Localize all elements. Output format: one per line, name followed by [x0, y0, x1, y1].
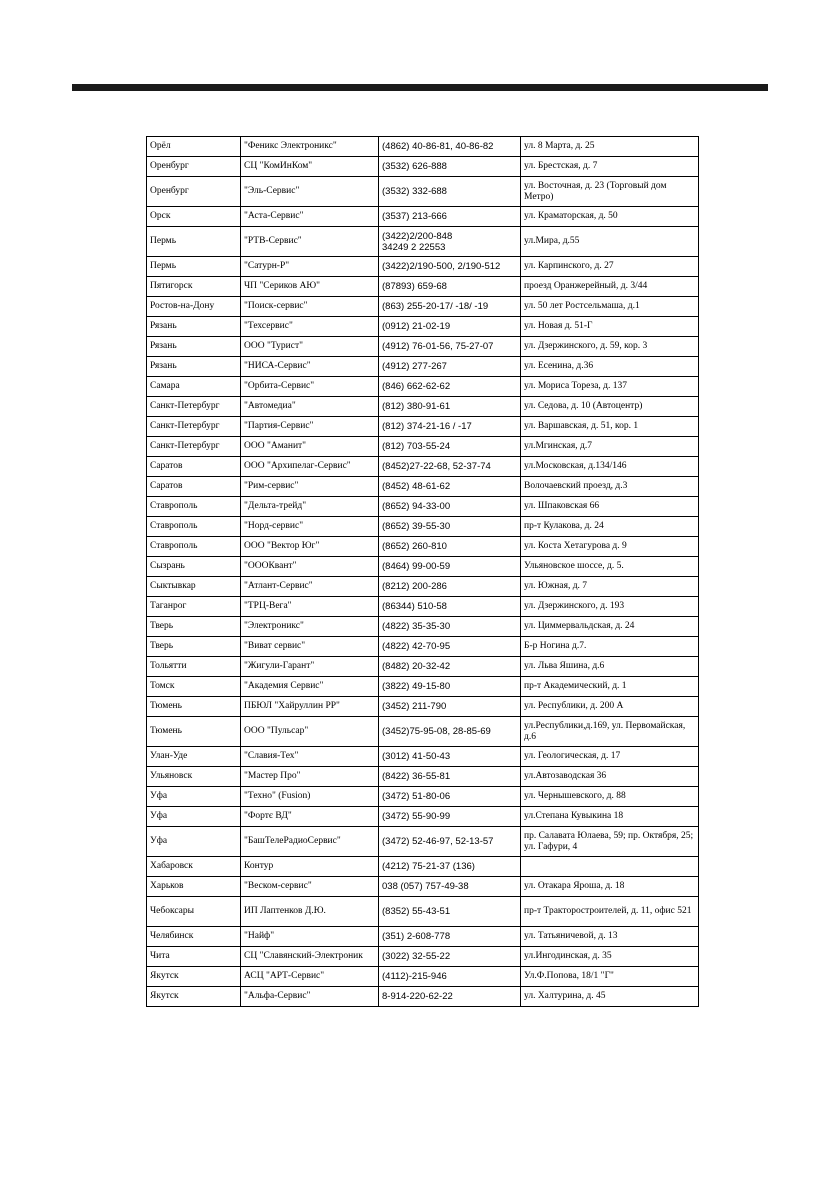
address-cell: ул. Мориса Тореза, д. 137: [521, 377, 699, 397]
table-row: [147, 517, 699, 537]
table-row: [147, 947, 699, 967]
address-cell: пр-т Кулакова, д. 24: [521, 517, 699, 537]
company-cell: "Альфа-Сервис": [241, 987, 379, 1007]
company-cell: ООО "Аманит": [241, 437, 379, 457]
company-cell: ООО "Архипелаг-Сервис": [241, 457, 379, 477]
company-cell: "Фортє ВД": [241, 807, 379, 827]
company-cell: "Жигули-Гарант": [241, 657, 379, 677]
table-row: [147, 857, 699, 877]
company-cell: "Орбита-Сервис": [241, 377, 379, 397]
table-row: [147, 577, 699, 597]
city-cell: Саратов: [147, 477, 241, 497]
address-cell: пр-т Академический, д. 1: [521, 677, 699, 697]
address-cell: ул.Мгинская, д.7: [521, 437, 699, 457]
phone-cell: (3422)2/200-848 34249 2 22553: [379, 227, 521, 257]
city-cell: Рязань: [147, 317, 241, 337]
address-cell: ул.Степана Кувыкина 18: [521, 807, 699, 827]
city-cell: Хабаровск: [147, 857, 241, 877]
phone-cell: (812) 703-55-24: [379, 437, 521, 457]
city-cell: Ставрополь: [147, 497, 241, 517]
address-cell: ул. Республики, д. 200 А: [521, 697, 699, 717]
company-cell: "НИСА-Сервис": [241, 357, 379, 377]
phone-cell: (4862) 40-86-81, 40-86-82: [379, 137, 521, 157]
city-cell: Челябинск: [147, 927, 241, 947]
address-cell: ул. 50 лет Ростсельмаша, д.1: [521, 297, 699, 317]
company-cell: "Норд-сервис": [241, 517, 379, 537]
city-cell: Чита: [147, 947, 241, 967]
city-cell: Якутск: [147, 987, 241, 1007]
phone-cell: (4112)-215-946: [379, 967, 521, 987]
phone-cell: (4912) 277-267: [379, 357, 521, 377]
company-cell: "Партия-Сервис": [241, 417, 379, 437]
table-row: [147, 477, 699, 497]
city-cell: Рязань: [147, 357, 241, 377]
table-row: [147, 557, 699, 577]
address-cell: пр-т Тракторостроителей, д. 11, офис 521: [521, 897, 699, 927]
company-cell: "Техсервис": [241, 317, 379, 337]
table-row: [147, 227, 699, 257]
address-cell: ул. Геологическая, д. 17: [521, 747, 699, 767]
address-cell: ул. Льва Яшина, д.6: [521, 657, 699, 677]
table-row: [147, 617, 699, 637]
company-cell: "Эль-Сервис": [241, 177, 379, 207]
address-cell: ул.Мира, д.55: [521, 227, 699, 257]
phone-cell: 8-914-220-62-22: [379, 987, 521, 1007]
address-cell: проезд Оранжерейный, д. 3/44: [521, 277, 699, 297]
company-cell: "Дельта-трейд": [241, 497, 379, 517]
address-cell: ул. Карпинского, д. 27: [521, 257, 699, 277]
table-row: [147, 297, 699, 317]
company-cell: ПБЮЛ "Хайруллин РР": [241, 697, 379, 717]
address-cell: ул.Ингодинская, д. 35: [521, 947, 699, 967]
company-cell: "Славия-Тех": [241, 747, 379, 767]
address-cell: ул. 8 Марта, д. 25: [521, 137, 699, 157]
company-cell: "Электроникс": [241, 617, 379, 637]
city-cell: Оренбург: [147, 177, 241, 207]
table-row: [147, 697, 699, 717]
phone-cell: (8482) 20-32-42: [379, 657, 521, 677]
address-cell: ул. Коста Хетагурова д. 9: [521, 537, 699, 557]
table-row: [147, 967, 699, 987]
company-cell: Контур: [241, 857, 379, 877]
address-cell: ул. Шпаковская 66: [521, 497, 699, 517]
phone-cell: (812) 380-91-61: [379, 397, 521, 417]
table-row: [147, 417, 699, 437]
table-row: [147, 157, 699, 177]
phone-cell: (3012) 41-50-43: [379, 747, 521, 767]
company-cell: "Сатурн-Р": [241, 257, 379, 277]
city-cell: Рязань: [147, 337, 241, 357]
city-cell: Тверь: [147, 637, 241, 657]
company-cell: ООО "Турист": [241, 337, 379, 357]
address-cell: ул. Дзержинского, д. 193: [521, 597, 699, 617]
phone-cell: (3472) 51-80-06: [379, 787, 521, 807]
city-cell: Ставрополь: [147, 517, 241, 537]
phone-cell: (4822) 42-70-95: [379, 637, 521, 657]
phone-cell: (351) 2-608-778: [379, 927, 521, 947]
phone-cell: (846) 662-62-62: [379, 377, 521, 397]
phone-cell: (87893) 659-68: [379, 277, 521, 297]
address-cell: ул.Московская, д.134/146: [521, 457, 699, 477]
phone-cell: (3532) 626-888: [379, 157, 521, 177]
phone-cell: (0912) 21-02-19: [379, 317, 521, 337]
table-row: [147, 317, 699, 337]
company-cell: "Феникс Электроникс": [241, 137, 379, 157]
city-cell: Санкт-Петербург: [147, 417, 241, 437]
city-cell: Пятигорск: [147, 277, 241, 297]
table-row: [147, 897, 699, 927]
phone-cell: (8422) 36-55-81: [379, 767, 521, 787]
phone-cell: (3537) 213-666: [379, 207, 521, 227]
phone-cell: (812) 374-21-16 / -17: [379, 417, 521, 437]
address-cell: Б-р Ногина д.7.: [521, 637, 699, 657]
phone-cell: (8452) 48-61-62: [379, 477, 521, 497]
address-cell: пр. Салавата Юлаева, 59; пр. Октября, 25; ул. Гафури, 4: [521, 827, 699, 857]
company-cell: АСЦ "АРТ-Сервис": [241, 967, 379, 987]
address-cell: ул.Автозаводская 36: [521, 767, 699, 787]
table-row: [147, 537, 699, 557]
company-cell: "РТВ-Сервис": [241, 227, 379, 257]
address-cell: ул. Чернышевского, д. 88: [521, 787, 699, 807]
phone-cell: (3822) 49-15-80: [379, 677, 521, 697]
phone-cell: (8352) 55-43-51: [379, 897, 521, 927]
company-cell: "Аста-Сервис": [241, 207, 379, 227]
city-cell: Орёл: [147, 137, 241, 157]
city-cell: Харьков: [147, 877, 241, 897]
address-cell: Ул.Ф.Попова, 18/1 "Г": [521, 967, 699, 987]
phone-cell: (8652) 260-810: [379, 537, 521, 557]
table-row: [147, 637, 699, 657]
company-cell: "Академия Сервис": [241, 677, 379, 697]
city-cell: Пермь: [147, 227, 241, 257]
table-row: [147, 597, 699, 617]
city-cell: Санкт-Петербург: [147, 397, 241, 417]
company-cell: "ОООКвант": [241, 557, 379, 577]
table-row: [147, 337, 699, 357]
company-cell: ИП Лаптенков Д.Ю.: [241, 897, 379, 927]
address-cell: ул. Южная, д. 7: [521, 577, 699, 597]
table-row: [147, 277, 699, 297]
city-cell: Оренбург: [147, 157, 241, 177]
company-cell: "БашТелеРадиоСервис": [241, 827, 379, 857]
table-row: [147, 767, 699, 787]
address-cell: ул. Новая д. 51-Г: [521, 317, 699, 337]
phone-cell: (8464) 99-00-59: [379, 557, 521, 577]
address-cell: ул. Варшавская, д. 51, кор. 1: [521, 417, 699, 437]
table-row: [147, 657, 699, 677]
city-cell: Тольятти: [147, 657, 241, 677]
phone-cell: (8212) 200-286: [379, 577, 521, 597]
city-cell: Уфа: [147, 807, 241, 827]
company-cell: "Веском-сервис": [241, 877, 379, 897]
service-centers-table: [146, 136, 699, 1007]
address-cell: ул. Краматорская, д. 50: [521, 207, 699, 227]
table-row: [147, 377, 699, 397]
city-cell: Самара: [147, 377, 241, 397]
city-cell: Пермь: [147, 257, 241, 277]
phone-cell: (3452) 211-790: [379, 697, 521, 717]
address-cell: ул. Есенина, д.36: [521, 357, 699, 377]
address-cell: ул. Седова, д. 10 (Автоцентр): [521, 397, 699, 417]
phone-cell: (863) 255-20-17/ -18/ -19: [379, 297, 521, 317]
table-row: [147, 457, 699, 477]
company-cell: "Атлант-Сервис": [241, 577, 379, 597]
address-cell: ул. Татьяничевой, д. 13: [521, 927, 699, 947]
table-row: [147, 257, 699, 277]
city-cell: Улан-Уде: [147, 747, 241, 767]
table-row: [147, 787, 699, 807]
table-row: [147, 437, 699, 457]
city-cell: Якутск: [147, 967, 241, 987]
phone-cell: (8652) 39-55-30: [379, 517, 521, 537]
table-row: [147, 827, 699, 857]
phone-cell: (3452)75-95-08, 28-85-69: [379, 717, 521, 747]
city-cell: Ростов-на-Дону: [147, 297, 241, 317]
city-cell: Орск: [147, 207, 241, 227]
table-row: [147, 747, 699, 767]
table-row: [147, 807, 699, 827]
address-cell: ул. Брестская, д. 7: [521, 157, 699, 177]
address-cell: Волочаевский проезд, д.3: [521, 477, 699, 497]
company-cell: ООО "Пульсар": [241, 717, 379, 747]
phone-cell: (3532) 332-688: [379, 177, 521, 207]
city-cell: Ульяновск: [147, 767, 241, 787]
table-row: [147, 987, 699, 1007]
address-cell: ул. Циммервальдская, д. 24: [521, 617, 699, 637]
company-cell: "Виват сервис": [241, 637, 379, 657]
phone-cell: (8652) 94-33-00: [379, 497, 521, 517]
company-cell: "Мастер Про": [241, 767, 379, 787]
address-cell: ул.Республики,д.169, ул. Первомайская, д.6: [521, 717, 699, 747]
city-cell: Тверь: [147, 617, 241, 637]
table-row: [147, 357, 699, 377]
city-cell: Уфа: [147, 787, 241, 807]
table-row: [147, 207, 699, 227]
city-cell: Чебоксары: [147, 897, 241, 927]
phone-cell: (4212) 75-21-37 (136): [379, 857, 521, 877]
company-cell: СЦ "КомИнКом": [241, 157, 379, 177]
address-cell: Ульяновское шоссе, д. 5.: [521, 557, 699, 577]
phone-cell: (4912) 76-01-56, 75-27-07: [379, 337, 521, 357]
address-cell: ул. Восточная, д. 23 (Торговый дом Метро): [521, 177, 699, 207]
table-row: [147, 177, 699, 207]
address-cell: ул. Дзержинского, д. 59, кор. 3: [521, 337, 699, 357]
table-row: [147, 677, 699, 697]
city-cell: Уфа: [147, 827, 241, 857]
phone-cell: (86344) 510-58: [379, 597, 521, 617]
phone-cell: 038 (057) 757-49-38: [379, 877, 521, 897]
city-cell: Тюмень: [147, 697, 241, 717]
city-cell: Таганрог: [147, 597, 241, 617]
table-row: [147, 717, 699, 747]
city-cell: Саратов: [147, 457, 241, 477]
table-row: [147, 497, 699, 517]
company-cell: ЧП "Сериков АЮ": [241, 277, 379, 297]
table-row: [147, 137, 699, 157]
address-cell: ул. Халтурина, д. 45: [521, 987, 699, 1007]
company-cell: "Найф": [241, 927, 379, 947]
phone-cell: (4822) 35-35-30: [379, 617, 521, 637]
phone-cell: (3472) 52-46-97, 52-13-57: [379, 827, 521, 857]
phone-cell: (3472) 55-90-99: [379, 807, 521, 827]
city-cell: Тюмень: [147, 717, 241, 747]
city-cell: Сызрань: [147, 557, 241, 577]
company-cell: "Техно" (Fusion): [241, 787, 379, 807]
company-cell: "ТРЦ-Вега": [241, 597, 379, 617]
header-rule: [72, 84, 768, 91]
company-cell: ООО "Вектор Юг": [241, 537, 379, 557]
city-cell: Санкт-Петербург: [147, 437, 241, 457]
address-cell: [521, 857, 699, 877]
company-cell: СЦ "Славянский-Электроник: [241, 947, 379, 967]
company-cell: "Рим-сервис": [241, 477, 379, 497]
table-row: [147, 877, 699, 897]
table-row: [147, 397, 699, 417]
address-cell: ул. Отакара Яроша, д. 18: [521, 877, 699, 897]
company-cell: "Поиск-сервис": [241, 297, 379, 317]
phone-cell: (8452)27-22-68, 52-37-74: [379, 457, 521, 477]
city-cell: Ставрополь: [147, 537, 241, 557]
phone-cell: (3022) 32-55-22: [379, 947, 521, 967]
company-cell: "Автомедиа": [241, 397, 379, 417]
city-cell: Томск: [147, 677, 241, 697]
phone-cell: (3422)2/190-500, 2/190-512: [379, 257, 521, 277]
city-cell: Сыктывкар: [147, 577, 241, 597]
table-row: [147, 927, 699, 947]
